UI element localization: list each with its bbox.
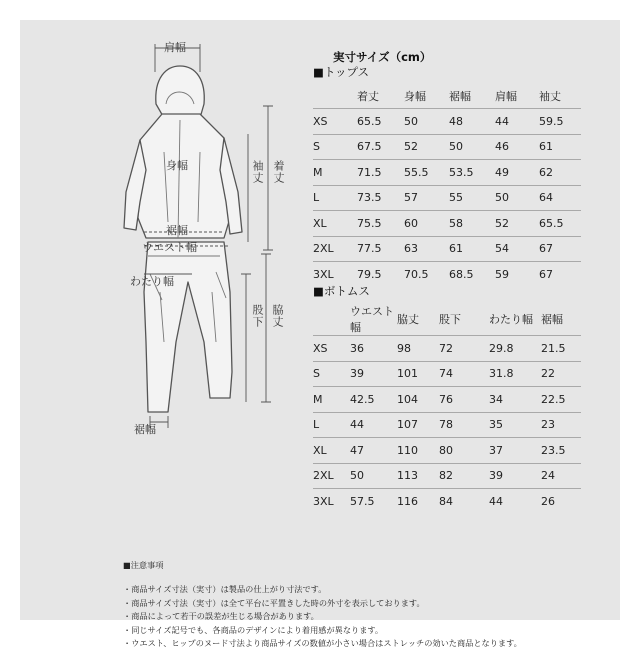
measurement-cell: 63 (404, 236, 449, 262)
table-row (313, 134, 581, 160)
measurement-cell: 48 (449, 109, 495, 135)
notes-section (123, 560, 522, 651)
bottoms-size-table (313, 303, 581, 514)
measurement-cell: 78 (439, 412, 489, 438)
measurement-cell: 23.5 (541, 438, 581, 464)
measurement-cell: 101 (397, 361, 439, 387)
size-label-cell: L (313, 185, 357, 211)
label-thigh-width: わたり幅 (130, 275, 174, 288)
measurement-cell: 65.5 (357, 109, 404, 135)
size-label-cell: XS (313, 336, 350, 362)
measurement-cell: 34 (489, 387, 541, 413)
size-label-cell: L (313, 412, 350, 438)
size-chart-panel (20, 20, 620, 648)
header-cell: ウエスト幅 (350, 303, 397, 336)
measurement-cell: 75.5 (357, 211, 404, 237)
measurement-cell: 22 (541, 361, 581, 387)
measurement-cell: 47 (350, 438, 397, 464)
table-row (313, 236, 581, 262)
note-item: ・商品によって若干の誤差が生じる場合があります。 (123, 611, 319, 621)
measurement-cell: 39 (350, 361, 397, 387)
measurement-cell: 42.5 (350, 387, 397, 413)
measurement-cell: 76 (439, 387, 489, 413)
header-cell (313, 84, 357, 109)
measurement-cell: 62 (539, 160, 581, 186)
measurement-cell: 50 (350, 463, 397, 489)
measurement-cell: 67 (539, 236, 581, 262)
table-header-row (313, 84, 581, 109)
measurement-cell: 44 (495, 109, 539, 135)
measurement-cell: 98 (397, 336, 439, 362)
measurement-cell: 68.5 (449, 262, 495, 287)
measurement-cell: 80 (439, 438, 489, 464)
table-row (313, 361, 581, 387)
measurement-cell: 67 (539, 262, 581, 287)
table-header-row (313, 303, 581, 336)
notes-title: ■注意事項 (123, 560, 164, 570)
measurement-cell: 22.5 (541, 387, 581, 413)
note-item: ・ウエスト、ヒップのヌード寸法より商品サイズの数値が小さい場合はストレッチの効いた商品となります。 (123, 638, 522, 648)
note-item: ・商品サイズ寸法（実寸）は全て平台に平置きした時の外寸を表示しております。 (123, 597, 425, 608)
measurement-cell: 67.5 (357, 134, 404, 160)
measurement-cell: 71.5 (357, 160, 404, 186)
measurement-cell: 73.5 (357, 185, 404, 211)
measurement-cell: 82 (439, 463, 489, 489)
measurement-cell: 60 (404, 211, 449, 237)
measurement-cell: 59 (495, 262, 539, 287)
header-cell: 脇丈 (397, 303, 439, 336)
tops-section-title: ■トップス (313, 65, 370, 79)
measurement-cell: 37 (489, 438, 541, 464)
table-row (313, 387, 581, 413)
table-row (313, 185, 581, 211)
measurement-cell: 31.8 (489, 361, 541, 387)
measurement-cell: 59.5 (539, 109, 581, 135)
label-sleeve-length: 袖丈 (251, 160, 264, 184)
measurement-cell: 55 (449, 185, 495, 211)
measurement-cell: 57.5 (350, 489, 397, 514)
measurement-cell: 110 (397, 438, 439, 464)
label-body-length: 着丈 (272, 160, 285, 184)
measurement-cell: 44 (489, 489, 541, 514)
measurement-cell: 74 (439, 361, 489, 387)
table-row (313, 412, 581, 438)
size-label-cell: S (313, 134, 357, 160)
tops-size-table (313, 84, 581, 287)
chart-title: 実寸サイズ（cm） (333, 50, 432, 64)
measurement-cell: 58 (449, 211, 495, 237)
measurement-cell: 84 (439, 489, 489, 514)
measurement-cell: 70.5 (404, 262, 449, 287)
measurement-cell: 26 (541, 489, 581, 514)
measurement-cell: 23 (541, 412, 581, 438)
measurement-cell: 61 (449, 236, 495, 262)
size-label-cell: S (313, 361, 350, 387)
note-item: ・商品サイズ寸法（実寸）は製品の仕上がり寸法です。 (123, 584, 327, 594)
measurement-cell: 21.5 (541, 336, 581, 362)
measurement-cell: 64 (539, 185, 581, 211)
measurement-cell: 55.5 (404, 160, 449, 186)
measurement-cell: 50 (495, 185, 539, 211)
measurement-cell: 116 (397, 489, 439, 514)
header-cell: 股下 (439, 303, 489, 336)
header-cell: 袖丈 (539, 84, 581, 109)
garment-illustration (120, 42, 310, 442)
measurement-cell: 57 (404, 185, 449, 211)
size-label-cell: XL (313, 438, 350, 464)
measurement-cell: 77.5 (357, 236, 404, 262)
table-row (313, 489, 581, 514)
header-cell: 身幅 (404, 84, 449, 109)
measurement-cell: 104 (397, 387, 439, 413)
size-label-cell: XS (313, 109, 357, 135)
measurement-cell: 52 (404, 134, 449, 160)
header-cell (313, 303, 350, 336)
table-row (313, 336, 581, 362)
size-label-cell: M (313, 387, 350, 413)
label-outseam: 脇丈 (271, 304, 284, 328)
size-label-cell: 2XL (313, 236, 357, 262)
measurement-cell: 54 (495, 236, 539, 262)
measurement-cell: 72 (439, 336, 489, 362)
size-label-cell: M (313, 160, 357, 186)
measurement-cell: 61 (539, 134, 581, 160)
label-shoulder-width: 肩幅 (164, 41, 186, 54)
note-item: ・同じサイズ記号でも、各商品のデザインにより着用感が異なります。 (123, 624, 384, 635)
measurement-cell: 36 (350, 336, 397, 362)
label-hem-width-bottom: 裾幅 (134, 423, 156, 436)
size-label-cell: 3XL (313, 489, 350, 514)
table-row (313, 211, 581, 237)
table-row (313, 109, 581, 135)
measurement-cell: 65.5 (539, 211, 581, 237)
label-inseam: 股下 (251, 304, 264, 328)
measurement-cell: 79.5 (357, 262, 404, 287)
measurement-cell: 50 (404, 109, 449, 135)
measurement-cell: 49 (495, 160, 539, 186)
label-waist-width: ウエスト幅 (142, 241, 197, 254)
measurement-cell: 107 (397, 412, 439, 438)
measurement-cell: 29.8 (489, 336, 541, 362)
header-cell: 肩幅 (495, 84, 539, 109)
measurement-cell: 46 (495, 134, 539, 160)
header-cell: 裾幅 (541, 303, 581, 336)
measurement-cell: 50 (449, 134, 495, 160)
size-label-cell: 3XL (313, 262, 357, 287)
table-row (313, 160, 581, 186)
label-hem-width-top: 裾幅 (166, 224, 188, 237)
measurement-cell: 35 (489, 412, 541, 438)
size-label-cell: XL (313, 211, 357, 237)
bottoms-section-title: ■ボトムス (313, 284, 370, 298)
table-row (313, 438, 581, 464)
label-body-width: 身幅 (166, 159, 188, 172)
header-cell: わたり幅 (489, 303, 541, 336)
header-cell: 裾幅 (449, 84, 495, 109)
measurement-cell: 44 (350, 412, 397, 438)
header-cell: 着丈 (357, 84, 404, 109)
measurement-cell: 39 (489, 463, 541, 489)
measurement-cell: 52 (495, 211, 539, 237)
measurement-cell: 24 (541, 463, 581, 489)
measurement-cell: 113 (397, 463, 439, 489)
measurement-cell: 53.5 (449, 160, 495, 186)
size-label-cell: 2XL (313, 463, 350, 489)
table-row (313, 463, 581, 489)
